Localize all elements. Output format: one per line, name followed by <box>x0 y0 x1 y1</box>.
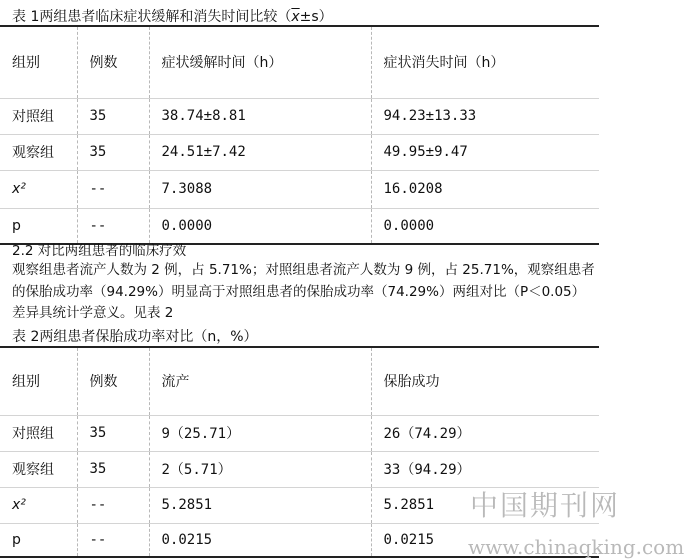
table2 <box>0 346 599 558</box>
table1-header-disappear-time: 症状消失时间（h） <box>371 26 599 98</box>
table2-cell-miscarriage: 5.2851 <box>149 487 371 523</box>
table1-cell-count: -- <box>77 170 149 208</box>
table1-caption-suffix: ±s） <box>299 9 333 25</box>
table-row <box>0 170 599 208</box>
table2-cell-count: -- <box>77 523 149 557</box>
table1-caption-prefix: 表 1两组患者临床症状缓解和消失时间比较（ <box>12 9 292 25</box>
table-row <box>0 415 599 451</box>
watermark-url: www.chinaqking.com <box>468 535 685 559</box>
table-row <box>0 208 599 244</box>
section-heading: 2.2 对比两组患者的临床疗效 <box>12 243 187 259</box>
table2-cell-success: 33（94.29） <box>371 451 599 487</box>
table1-cell-disappear: 0.0000 <box>371 208 599 244</box>
table1-caption-mean-symbol: $\overline{x}$ <box>291 9 300 25</box>
table2-cell-success: 26（74.29） <box>371 415 599 451</box>
table-row <box>0 451 599 487</box>
table2-cell-count: 35 <box>77 415 149 451</box>
table1 <box>0 25 599 245</box>
table1-cell-stat: x² <box>12 181 26 197</box>
table1-header-relief-time: 症状缓解时间（h） <box>149 26 371 98</box>
table1-cell-disappear: 16.0208 <box>371 170 599 208</box>
table2-cell-count: 35 <box>77 451 149 487</box>
table1-cell-count: 35 <box>77 134 149 170</box>
table1-cell-stat: p <box>12 217 21 234</box>
table2-cell-miscarriage: 9（25.71） <box>149 415 371 451</box>
table1-cell-relief: 24.51±7.42 <box>149 134 371 170</box>
table1-cell-count: -- <box>77 208 149 244</box>
table2-cell-success: 0.0215 <box>371 523 599 557</box>
watermark-site-name: 中国期刊网 <box>470 489 621 522</box>
table1-cell-group: 对照组 <box>12 109 54 125</box>
table1-cell-count: 35 <box>77 98 149 134</box>
table1-cell-relief: 7.3088 <box>149 170 371 208</box>
table1-cell-disappear: 94.23±13.33 <box>371 98 599 134</box>
table2-header-group: 组别 <box>12 374 40 391</box>
table-row <box>0 134 599 170</box>
table1-cell-group: 观察组 <box>12 145 54 161</box>
table2-header-count: 例数 <box>77 347 149 415</box>
paragraph-line: 观察组患者流产人数为 2 例，占 5.71%；对照组患者流产人数为 9 例，占 25.71%，观察组患者 <box>12 262 595 278</box>
table2-cell-success: 5.2851 <box>371 487 599 523</box>
table1-header-count: 例数 <box>77 26 149 98</box>
table1-cell-relief: 0.0000 <box>149 208 371 244</box>
table2-cell-miscarriage: 2（5.71） <box>149 451 371 487</box>
table2-cell-group: 对照组 <box>12 426 54 442</box>
table1-caption <box>12 6 333 26</box>
table2-cell-group: 观察组 <box>12 462 54 478</box>
table1-cell-disappear: 49.95±9.47 <box>371 134 599 170</box>
table1-header-group: 组别 <box>12 55 40 72</box>
table2-header-miscarriage: 流产 <box>149 347 371 415</box>
table-row <box>0 98 599 134</box>
table2-header-success: 保胎成功 <box>371 347 599 415</box>
paragraph-line: 的保胎成功率（94.29%）明显高于对照组患者的保胎成功率（74.29%）两组对比（P＜0.05） <box>12 284 586 300</box>
table2-header-row <box>0 347 599 415</box>
table2-cell-count: -- <box>77 487 149 523</box>
table2-cell-miscarriage: 0.0215 <box>149 523 371 557</box>
table1-header-row <box>0 26 599 98</box>
table1-cell-relief: 38.74±8.81 <box>149 98 371 134</box>
table2-cell-stat: p <box>12 531 21 548</box>
paragraph-line: 差异具统计学意义。见表 2 <box>12 305 174 321</box>
table2-cell-stat: x² <box>12 497 26 513</box>
table2-caption: 表 2两组患者保胎成功率对比（n，%） <box>12 329 258 345</box>
